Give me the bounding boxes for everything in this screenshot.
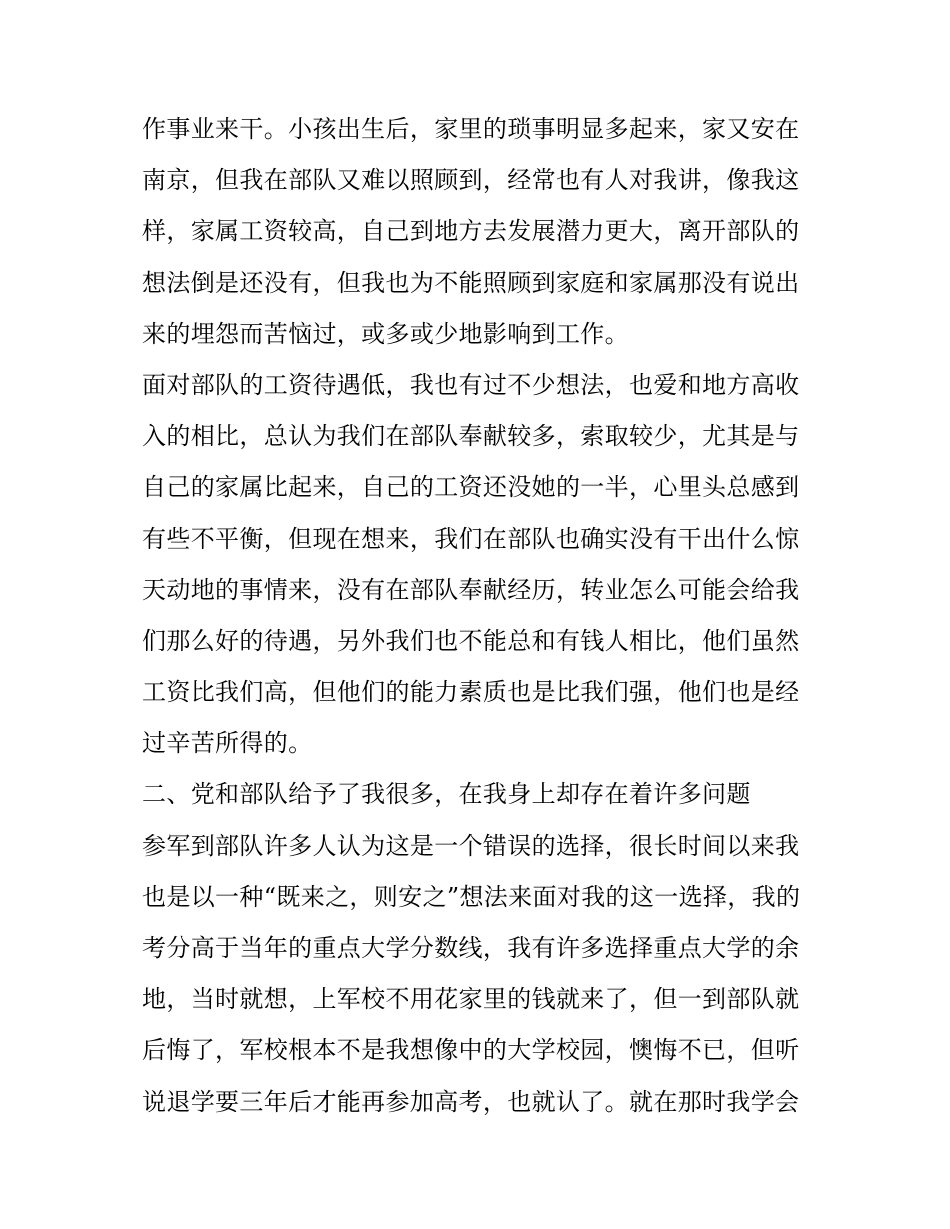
text-line: 地，当时就想，上军校不用花家里的钱就来了，但一到部队就 [142,985,800,1014]
text-line: 想法倒是还没有，但我也为不能照顾到家庭和家属那没有说出 [142,268,800,297]
text-line: 工资比我们高，但他们的能力素质也是比我们强，他们也是经 [142,678,800,707]
text-line: 入的相比，总认为我们在部队奉献较多，索取较少，尤其是与 [142,422,800,451]
text-line: 面对部队的工资待遇低，我也有过不少想法，也爱和地方高收 [142,370,800,399]
text-line: 来的埋怨而苦恼过，或多或少地影响到工作。 [142,319,629,348]
text-line: 们那么好的待遇，另外我们也不能总和有钱人相比，他们虽然 [142,626,800,655]
section-heading: 二、党和部队给予了我很多，在我身上却存在着许多问题 [142,780,751,809]
text-line: 自己的家属比起来，自己的工资还没她的一半，心里头总感到 [142,473,800,502]
text-line: 有些不平衡，但现在想来，我们在部队也确实没有干出什么惊 [142,524,800,553]
body-text [142,104,822,1128]
text-line: 也是以一种“既来之，则安之”想法来面对我的这一选择，我的 [142,882,801,911]
text-line: 样，家属工资较高，自己到地方去发展潜力更大，离开部队的 [142,217,800,246]
text-line: 说退学要三年后才能再参加高考，也就认了。就在那时我学会 [142,1087,800,1116]
text-line: 天动地的事情来，没有在部队奉献经历，转业怎么可能会给我 [142,575,800,604]
text-line: 参军到部队许多人认为这是一个错误的选择，很长时间以来我 [142,831,800,860]
text-line: 考分高于当年的重点大学分数线，我有许多选择重点大学的余 [142,934,800,962]
text-line: 过辛苦所得的。 [142,729,313,758]
text-line: 作事业来干。小孩出生后，家里的琐事明显多起来，家又安在 [142,115,800,143]
text-line: 后悔了，军校根本不是我想像中的大学校园，懊悔不已，但听 [142,1036,800,1065]
text-line: 南京，但我在部队又难以照顾到，经常也有人对我讲，像我这 [142,166,800,195]
